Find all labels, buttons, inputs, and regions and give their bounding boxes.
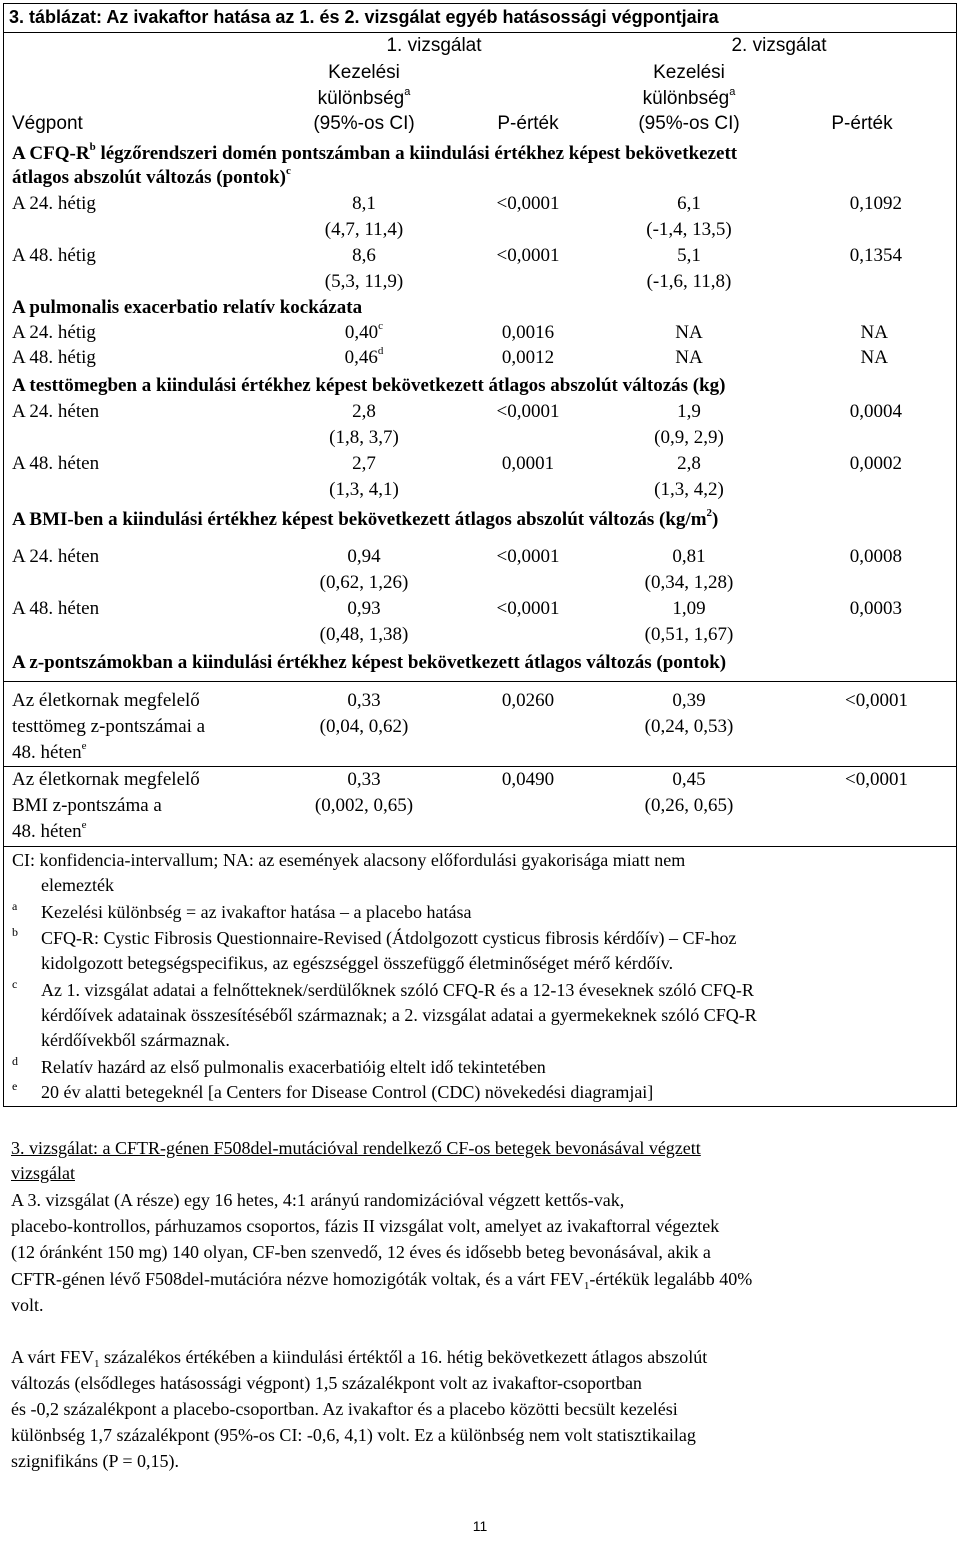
s2-ci: (0,51, 1,67) (644, 624, 734, 645)
s1-ci: (0,48, 1,38) (319, 624, 409, 645)
footnote-mark-e: e (12, 1079, 18, 1093)
s2-p: 0,1092 (849, 193, 902, 214)
s1-p: 0,0490 (501, 769, 555, 790)
s2-ci: (0,34, 1,28) (644, 572, 734, 593)
paragraph-1-line3: (12 óránként 150 mg) 140 olyan, CF-ben szenvedő, 12 éves és idősebb beteg bevonásával, akik a (11, 1242, 711, 1262)
s1-ci: (0,62, 1,26) (319, 572, 409, 593)
row-label-line1: Az életkornak megfelelő (12, 690, 200, 711)
paragraph-1-line1: A 3. vizsgálat (A része) egy 16 hetes, 4:1 arányú randomizációval végzett kettős-vak, (11, 1190, 625, 1210)
study2-header: 2. vizsgálat (731, 35, 827, 56)
zscore-title: A z-pontszámokban a kiindulási értékhez képest bekövetkezett átlagos változás (pontok) (12, 652, 727, 673)
s2-value: 1,09 (672, 598, 706, 619)
footnote-c-line3: kérdőívekből származnak. (41, 1030, 230, 1050)
s1-ci: (4,7, 11,4) (324, 219, 404, 240)
s1-p: 0,0016 (501, 322, 555, 343)
s2-p: 0,1354 (849, 245, 902, 266)
s1-kezelesi: Kezelési (328, 62, 400, 83)
paragraph-2-line1: A várt $FEV_1$ százalékos értékében a kiindulási értéktől a 16. hétig bekövetkezett átlagos abszolút (11, 1347, 708, 1370)
row-label: A 24. hétig (12, 322, 96, 343)
section-heading: 3. vizsgálat: a CFTR-génen F508del-mutációval rendelkező CF-os betegek bevonásával végzett (11, 1138, 701, 1158)
study1-header: 1. vizsgálat (386, 35, 482, 56)
s2-value: NA (675, 322, 703, 343)
s2-ci: (-1,6, 11,8) (646, 271, 732, 292)
row-label: A 48. hétig (12, 245, 96, 266)
s2-ci: (1,3, 4,2) (654, 479, 724, 500)
s2-kulonbseg: különbség$^a$ (642, 86, 736, 109)
s1-ci: (0,002, 0,65) (314, 795, 414, 816)
row-label-line2: testtömeg z-pontszámai a (12, 716, 206, 737)
bmi-title: A BMI-ben a kiindulási értékhez képest bekövetkezett átlagos abszolút változás $(kg/m^2)$ (12, 507, 719, 530)
s1-value: 0,94 (347, 546, 381, 567)
footnote-c-line2: kérdőívek adatainak összesítéséből származnak; a 2. vizsgálat adatai a gyermekeknek szóló CFQ-R (41, 1005, 757, 1025)
cfqr-title: A CFQ-$R^b$ légzőrendszeri domén pontszámban a kiindulási értékhez képest bekövetkezett (12, 141, 738, 164)
paragraph-2-line3: és -0,2 százalékpont a placebo-csoportban. Az ivakaftor és a placebo közötti becsült kezelési (11, 1399, 678, 1419)
s2-p: <0,0001 (845, 769, 908, 790)
s1-p: 0,0001 (501, 453, 555, 474)
s2-kezelesi: Kezelési (653, 62, 725, 83)
s1-value: 8,1 (352, 193, 376, 214)
s2-p: <0,0001 (845, 690, 908, 711)
s2-p: NA (860, 322, 888, 343)
row-divider (3, 766, 957, 767)
weight-title: A testtömegben a kiindulási értékhez képest bekövetkezett átlagos abszolút változás (kg) (12, 375, 726, 396)
title-divider (3, 32, 957, 33)
s2-value: 1,9 (677, 401, 701, 422)
footnote-e: 20 év alatti betegeknél [a Centers for Disease Control (CDC) növekedési diagramjai] (41, 1082, 654, 1102)
s1-p: <0,0001 (496, 598, 560, 619)
s1-ci: (1,3, 4,1) (329, 479, 399, 500)
s2-p: 0,0002 (849, 453, 902, 474)
paragraph-2-line4: különbség 1,7 százalékpont (95%-os CI: -0,6, 4,1) volt. Ez a különbség nem volt statisztikailag (11, 1425, 696, 1445)
s2-value: 0,39 (672, 690, 706, 711)
row-label-line3: 48. héten$^e$ (12, 740, 87, 763)
s1-p: 0,0260 (501, 690, 555, 711)
row-label: A 48. héten (12, 453, 100, 474)
s2-value: NA (675, 347, 703, 368)
footnote-ci: CI: konfidencia-intervallum; NA: az események alacsony előfordulási gyakorisága miatt nem (12, 850, 686, 870)
footnote-mark-d: d (12, 1054, 18, 1068)
paragraph-1-line2: placebo-kontrollos, párhuzamos csoportos, fázis II vizsgálat volt, amelyet az ivakaftorral végeztek (11, 1216, 720, 1236)
footnote-mark-c: c (12, 977, 18, 991)
row-label: A 24. héten (12, 546, 100, 567)
page-number: 11 (472, 1518, 488, 1534)
s1-value: 0,46$^d$ (344, 345, 384, 368)
footnote-c: Az 1. vizsgálat adatai a felnőtteknek/serdülőknek szóló CFQ-R és a 12-13 éveseknek szóló CFQ-R (41, 980, 754, 1000)
s2-p: NA (860, 347, 888, 368)
footnote-mark-a: a (12, 899, 18, 913)
cfqr-title-line2: átlagos abszolút változás (pontok)$^c$ (12, 165, 291, 188)
s1-ci: (0,04, 0,62) (319, 716, 409, 737)
s1-value: 2,8 (352, 401, 376, 422)
s2-value: 0,81 (672, 546, 706, 567)
s2-p: 0,0008 (849, 546, 902, 567)
s2-ci: (0,9, 2,9) (654, 427, 724, 448)
row-label: A 24. hétig (12, 193, 96, 214)
s1-ci: (5,3, 11,9) (324, 271, 404, 292)
footnote-ci-line2: elemezték (41, 875, 114, 895)
vegpont-header: Végpont (12, 113, 83, 134)
s1-value: 8,6 (352, 245, 376, 266)
table-title: 3. táblázat: Az ivakaftor hatása az 1. és 2. vizsgálat egyéb hatásossági végpontjaira (9, 7, 719, 27)
zscore-divider (3, 681, 957, 682)
s2-ci: (-1,4, 13,5) (646, 219, 732, 240)
s1-value: 0,33 (347, 769, 381, 790)
s1-value: 0,33 (347, 690, 381, 711)
paragraph-1-line4: CFTR-génen lévő F508del-mutációra nézve homozigóták voltak, és a várt $FEV_1$-értékük legalább 40% (11, 1269, 753, 1292)
row-label-line3: 48. héten$^e$ (12, 819, 87, 842)
row-label-line1: Az életkornak megfelelő (12, 769, 200, 790)
s2-value: 2,8 (677, 453, 701, 474)
s2-value: 0,45 (672, 769, 706, 790)
s1-p: <0,0001 (496, 401, 560, 422)
s1-p-header: P-érték (497, 113, 559, 134)
footnote-mark-b: b (12, 925, 18, 939)
s2-p-header: P-érték (831, 113, 893, 134)
s1-ci-header: (95%-os CI) (313, 113, 415, 134)
s1-value: 0,93 (347, 598, 381, 619)
s2-ci: (0,24, 0,53) (644, 716, 734, 737)
footnote-a: Kezelési különbség = az ivakaftor hatása – a placebo hatása (41, 902, 472, 922)
footnote-d: Relatív hazárd az első pulmonalis exacerbatióig eltelt idő tekintetében (41, 1057, 546, 1077)
footnote-b: CFQ-R: Cystic Fibrosis Questionnaire-Revised (Átdolgozott cysticus fibrosis kérdőív) – CF-hoz (41, 928, 737, 948)
paragraph-2-line2: változás (elsődleges hatásossági végpont) 1,5 százalékpont volt az ivakaftor-csoportban (11, 1373, 642, 1393)
s1-value: 2,7 (352, 453, 376, 474)
s1-p: <0,0001 (496, 193, 560, 214)
s2-value: 6,1 (677, 193, 701, 214)
paragraph-2-line5: szignifikáns (P = 0,15). (11, 1451, 179, 1471)
s1-p: 0,0012 (501, 347, 555, 368)
s1-value: 0,40$^c$ (344, 320, 384, 343)
exac-title: A pulmonalis exacerbatio relatív kockázata (12, 297, 363, 318)
section-heading-line2: vizsgálat (11, 1163, 75, 1183)
s1-p: <0,0001 (496, 546, 560, 567)
row-label-line2: BMI z-pontszáma a (12, 795, 162, 816)
s1-ci: (1,8, 3,7) (329, 427, 399, 448)
paragraph-1-line5: volt. (11, 1295, 44, 1315)
s2-ci: (0,26, 0,65) (644, 795, 734, 816)
s2-p: 0,0003 (849, 598, 902, 619)
footnote-b-line2: kidolgozott betegségspecifikus, az egészséggel összefüggő életminőséget mérő kérdőív. (41, 953, 674, 973)
row-label: A 24. héten (12, 401, 100, 422)
row-label: A 48. héten (12, 598, 100, 619)
s1-p: <0,0001 (496, 245, 560, 266)
row-label: A 48. hétig (12, 347, 96, 368)
s2-p: 0,0004 (849, 401, 902, 422)
s2-value: 5,1 (677, 245, 701, 266)
s2-ci-header: (95%-os CI) (638, 113, 740, 134)
s1-kulonbseg: különbség$^a$ (317, 86, 411, 109)
footnote-divider (3, 846, 957, 847)
